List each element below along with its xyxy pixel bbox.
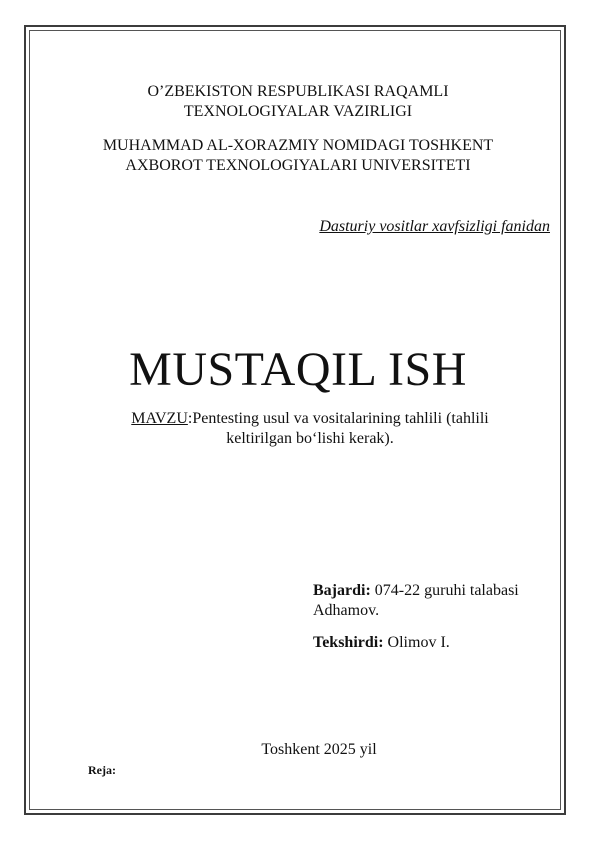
author-value: 074-22 guruhi talabasi Adhamov.: [313, 582, 519, 619]
university-line-1: MUHAMMAD AL-XORAZMIY NOMIDAGI TOSHKENT: [102, 137, 494, 154]
reviewer-label: Tekshirdi:: [313, 634, 384, 651]
reviewer-info: [313, 633, 450, 653]
plan-label: Reja:: [88, 763, 116, 777]
author-info: [313, 581, 563, 621]
ministry-heading: [60, 82, 536, 122]
subject-name: Dasturiy vositlar xavfsizligi fanidan: [319, 218, 550, 235]
topic-text: :Pentesting usul va vositalarining tahlili (tahlili keltirilgan bo‘lishi kerak).: [187, 410, 489, 447]
city-year: Toshkent 2025 yil: [261, 741, 377, 758]
ministry-line-2: TEXNOLOGIYALAR VAZIRLIGI: [183, 103, 413, 120]
university-heading: [60, 136, 536, 176]
author-label: Bajardi:: [313, 582, 371, 599]
topic: [100, 409, 520, 449]
topic-label: MAVZU: [131, 410, 188, 427]
university-line-2: AXBOROT TEXNOLOGIYALARI UNIVERSITETI: [125, 157, 471, 174]
reviewer-value: Olimov I.: [383, 634, 450, 651]
document-title: MUSTAQIL ISH: [129, 343, 467, 396]
ministry-line-1: O’ZBEKISTON RESPUBLIKASI RAQAMLI: [147, 83, 449, 100]
